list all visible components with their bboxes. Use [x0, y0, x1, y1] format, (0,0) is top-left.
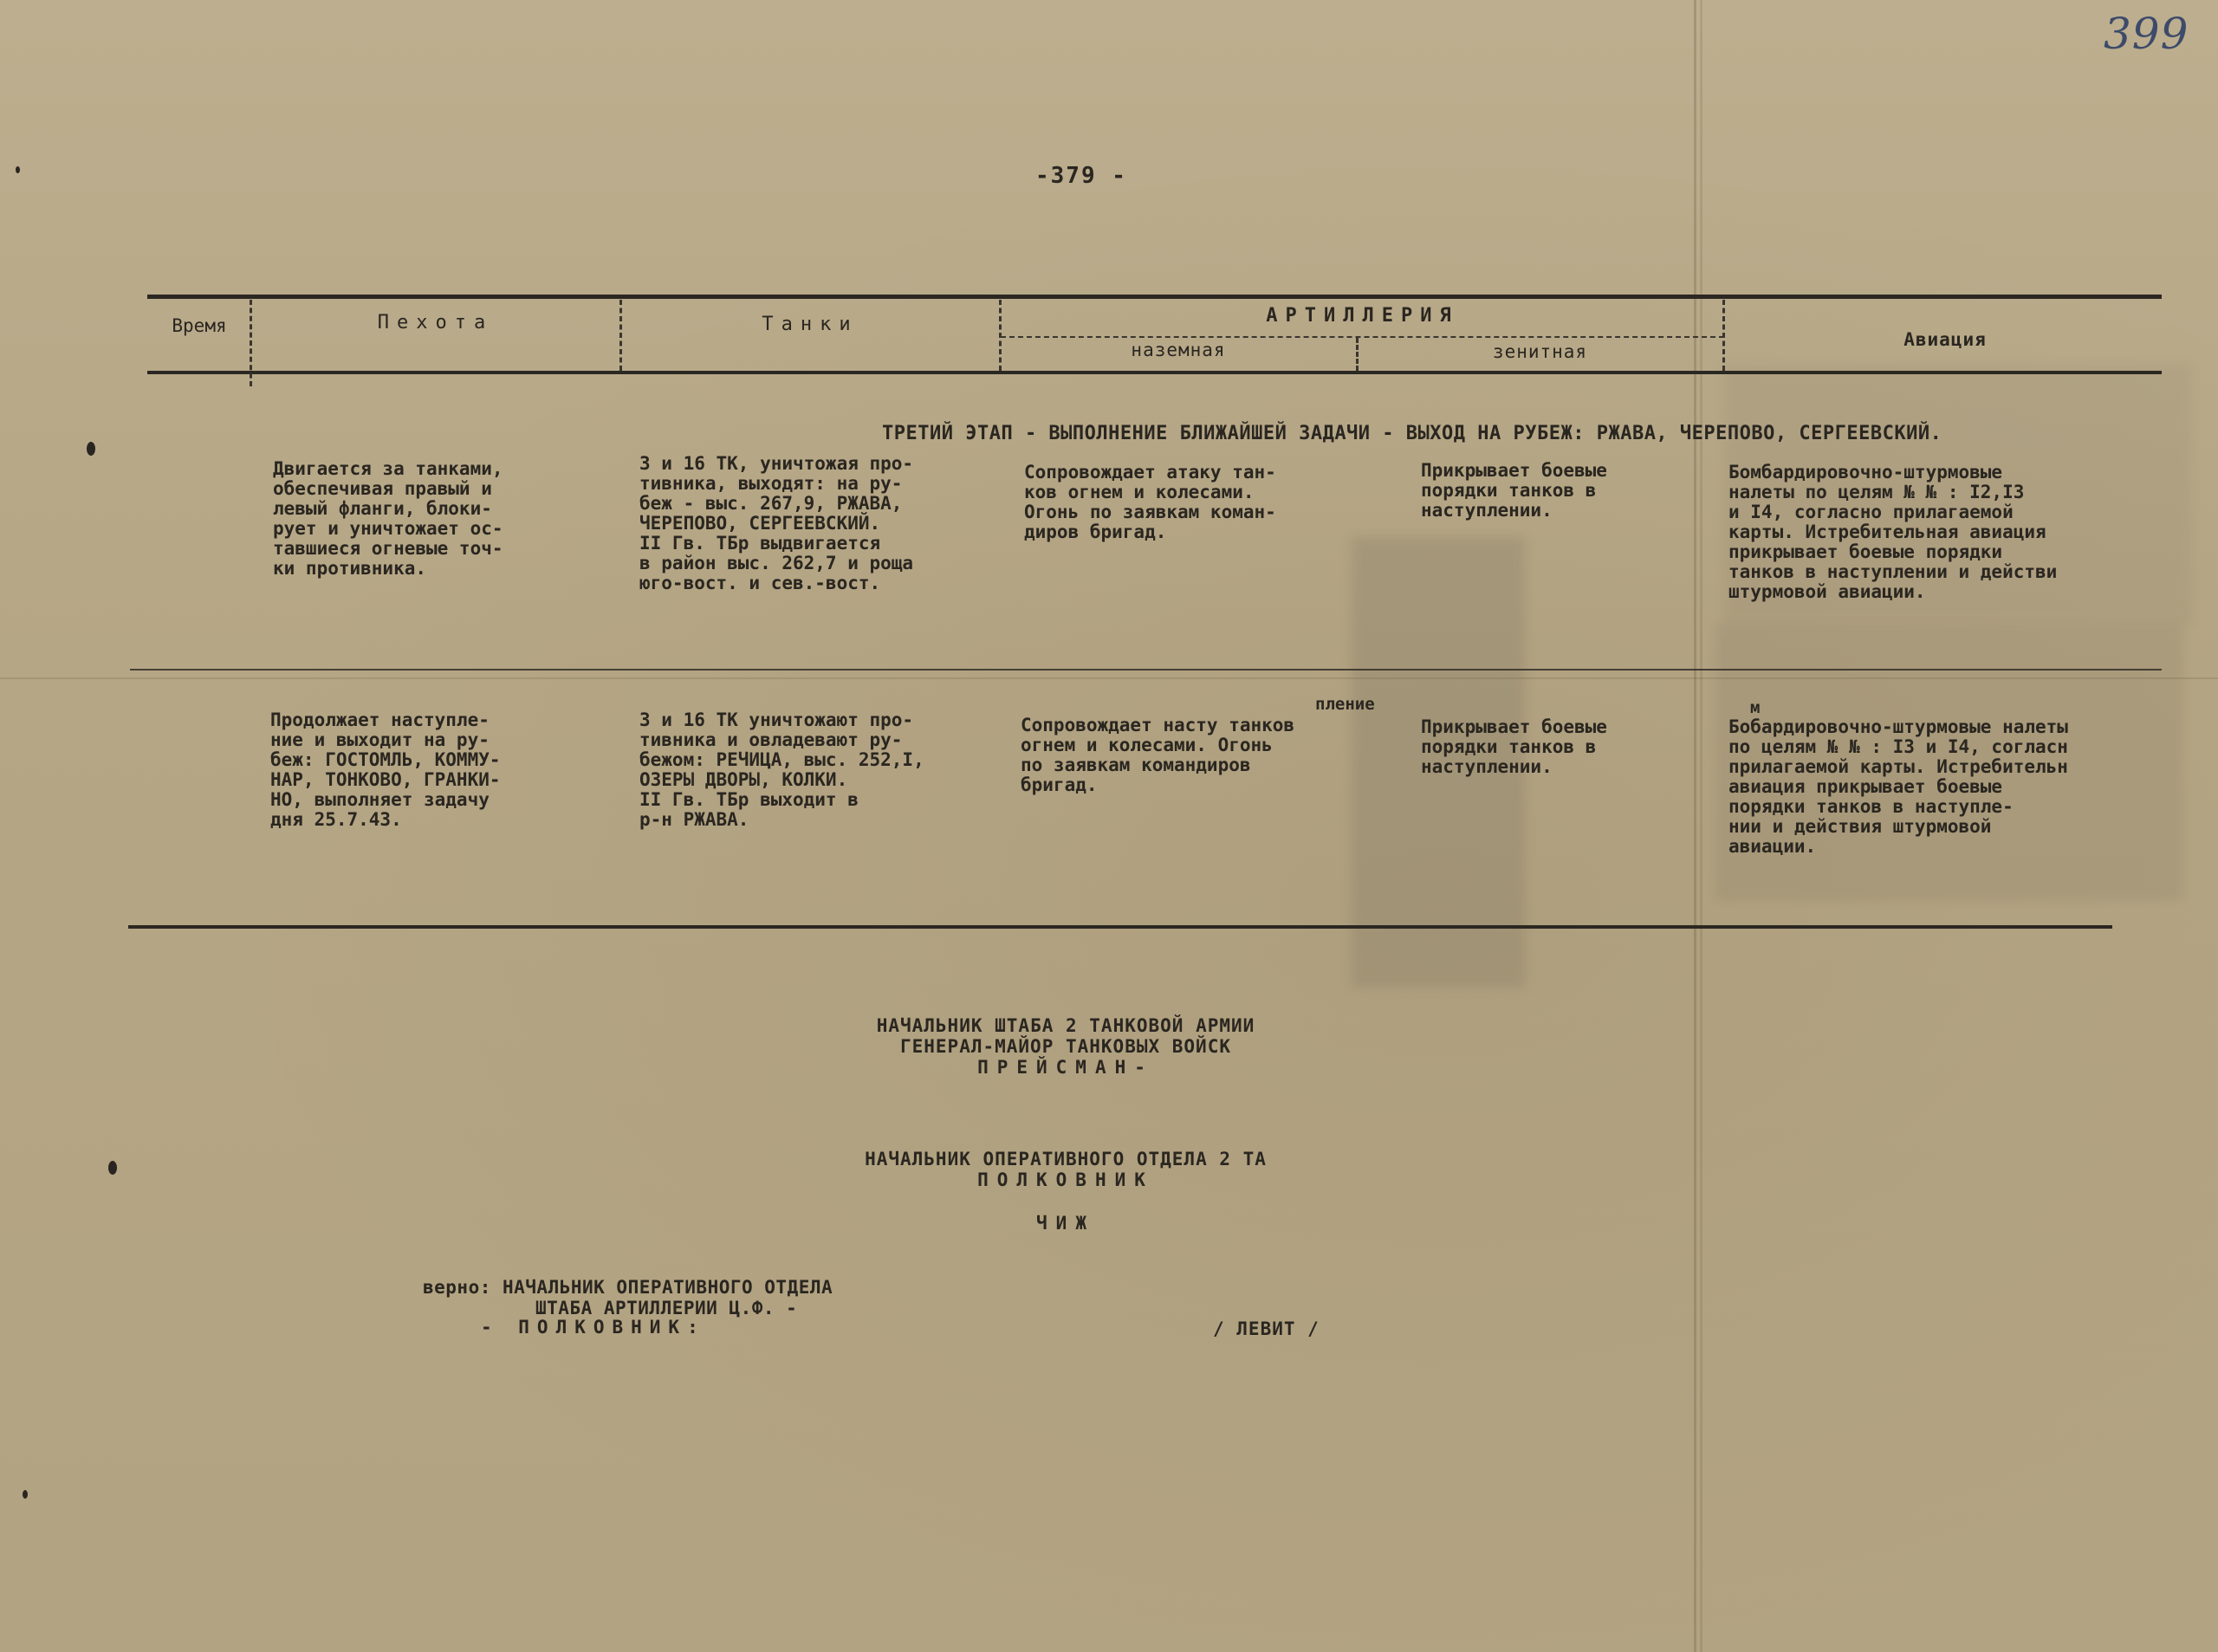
row1-artillery-aa: Прикрывает боевые порядки танков в наступлении. [1421, 460, 1607, 521]
verified-name: / ЛЕВИТ / [1213, 1318, 1320, 1339]
paper-fold-vertical-shadow [1700, 0, 1702, 1652]
binder-hole [23, 1490, 28, 1499]
chief-of-staff-title: НАЧАЛЬНИК ШТАБА 2 ТАНКОВОЙ АРМИИ [876, 1015, 1255, 1036]
row2-infantry: Продолжает наступле- ние и выходит на ру- беж: ГОСТОМЛЬ, КОММУ- НАР, ТОНКОВО, ГРАНКИ- НО, выполняет задачу дня 25.7.43. [270, 709, 501, 830]
header-tanks: Танки [762, 314, 859, 335]
ops-chief-title: НАЧАЛЬНИК ОПЕРАТИВНОГО ОТДЕЛА 2 ТА [865, 1149, 1267, 1169]
ops-chief-rank: ПОЛКОВНИК [977, 1169, 1154, 1190]
binder-hole [108, 1161, 117, 1175]
column-separator [1356, 338, 1359, 371]
paper-fold-vertical [1694, 0, 1696, 1652]
row-divider-rule [130, 669, 2162, 671]
verified-dept: ШТАБА АРТИЛЛЕРИИ Ц.Ф. - [535, 1298, 798, 1318]
archive-page-number: 399 [2104, 9, 2189, 59]
table-top-rule [147, 295, 2162, 299]
row2-tanks: 3 и 16 ТК уничтожают про- тивника и овладевают ру- бежом: РЕЧИЦА, выс. 252,I, ОЗЕРЫ ДВОРЫ, КОЛКИ. II Гв. ТБр выходит в р-н РЖАВА. [639, 709, 924, 830]
column-separator [250, 300, 252, 386]
binder-hole [16, 166, 20, 173]
header-infantry: Пехота [377, 312, 494, 334]
table-header-rule [147, 371, 2162, 374]
page-number: -379 - [1035, 163, 1127, 189]
table-bottom-rule [128, 925, 2112, 929]
header-time: Время [172, 315, 227, 336]
row2-artillery-ground-insert: пление [1315, 695, 1375, 714]
row2-aviation: Бобардировочно-штурмовые налеты по целям № № : I3 и I4, согласн прилагаемой карты. Истребительн авиация прикрывает боевые порядки танков в наступле- нии и действия штурмовой авиации. [1728, 716, 2068, 857]
row2-artillery-ground: Сопровождает насту танков огнем и колесами. Огонь по заявкам командиров бригад. [1021, 715, 1295, 795]
header-aviation: Авиация [1903, 329, 1987, 350]
binder-hole [87, 442, 95, 456]
verified-rank: - ПОЛКОВНИК: [481, 1317, 706, 1338]
ops-chief-name: ЧИЖ [1036, 1213, 1095, 1234]
row1-artillery-ground: Сопровождает атаку тан- ков огнем и колесами. Огонь по заявкам коман- диров бригад. [1024, 462, 1276, 542]
row1-aviation: Бомбардировочно-штурмовые налеты по целям № № : I2,I3 и I4, согласно прилагаемой карты. Истребительная авиация прикрывает боевые порядки танков в наступлении и действи штурмовой авиации. [1728, 462, 2058, 602]
column-separator [619, 300, 622, 371]
header-artillery: АРТИЛЛЕРИЯ [1266, 305, 1459, 327]
row2-artillery-aa: Прикрывает боевые порядки танков в наступлении. [1421, 716, 1607, 777]
column-separator [1722, 300, 1725, 371]
column-separator [999, 300, 1002, 371]
header-artillery-ground: наземная [1131, 340, 1226, 360]
chief-of-staff-rank: ГЕНЕРАЛ-МАЙОР ТАНКОВЫХ ВОЙСК [899, 1036, 1231, 1057]
artillery-subheader-rule [1001, 336, 1724, 338]
row1-tanks: 3 и 16 ТК, уничтожая про- тивника, выходят: на ру- беж - выс. 267,9, РЖАВА, ЧЕРЕПОВО, СЕРГЕЕВСКИЙ. II Гв. ТБр выдвигается в район выс. 262,7 и роща юго-вост. и сев.-вост. [639, 453, 914, 593]
stage-title: ТРЕТИЙ ЭТАП - ВЫПОЛНЕНИЕ БЛИЖАЙШЕЙ ЗАДАЧИ - ВЫХОД НА РУБЕЖ: РЖАВА, ЧЕРЕПОВО, СЕРГЕЕВСКИЙ. [882, 423, 1942, 444]
header-artillery-aa: зенитная [1492, 341, 1588, 362]
verified-title: верно: НАЧАЛЬНИК ОПЕРАТИВНОГО ОТДЕЛА [423, 1277, 833, 1298]
row2-aviation-insert: м [1750, 698, 1761, 717]
row1-infantry: Двигается за танками, обеспечивая правый и левый фланги, блоки- рует и уничтожает ос- тавшиеся огневые точ- ки противника. [273, 458, 503, 579]
chief-of-staff-name: ПРЕЙСМАН- [977, 1057, 1154, 1078]
